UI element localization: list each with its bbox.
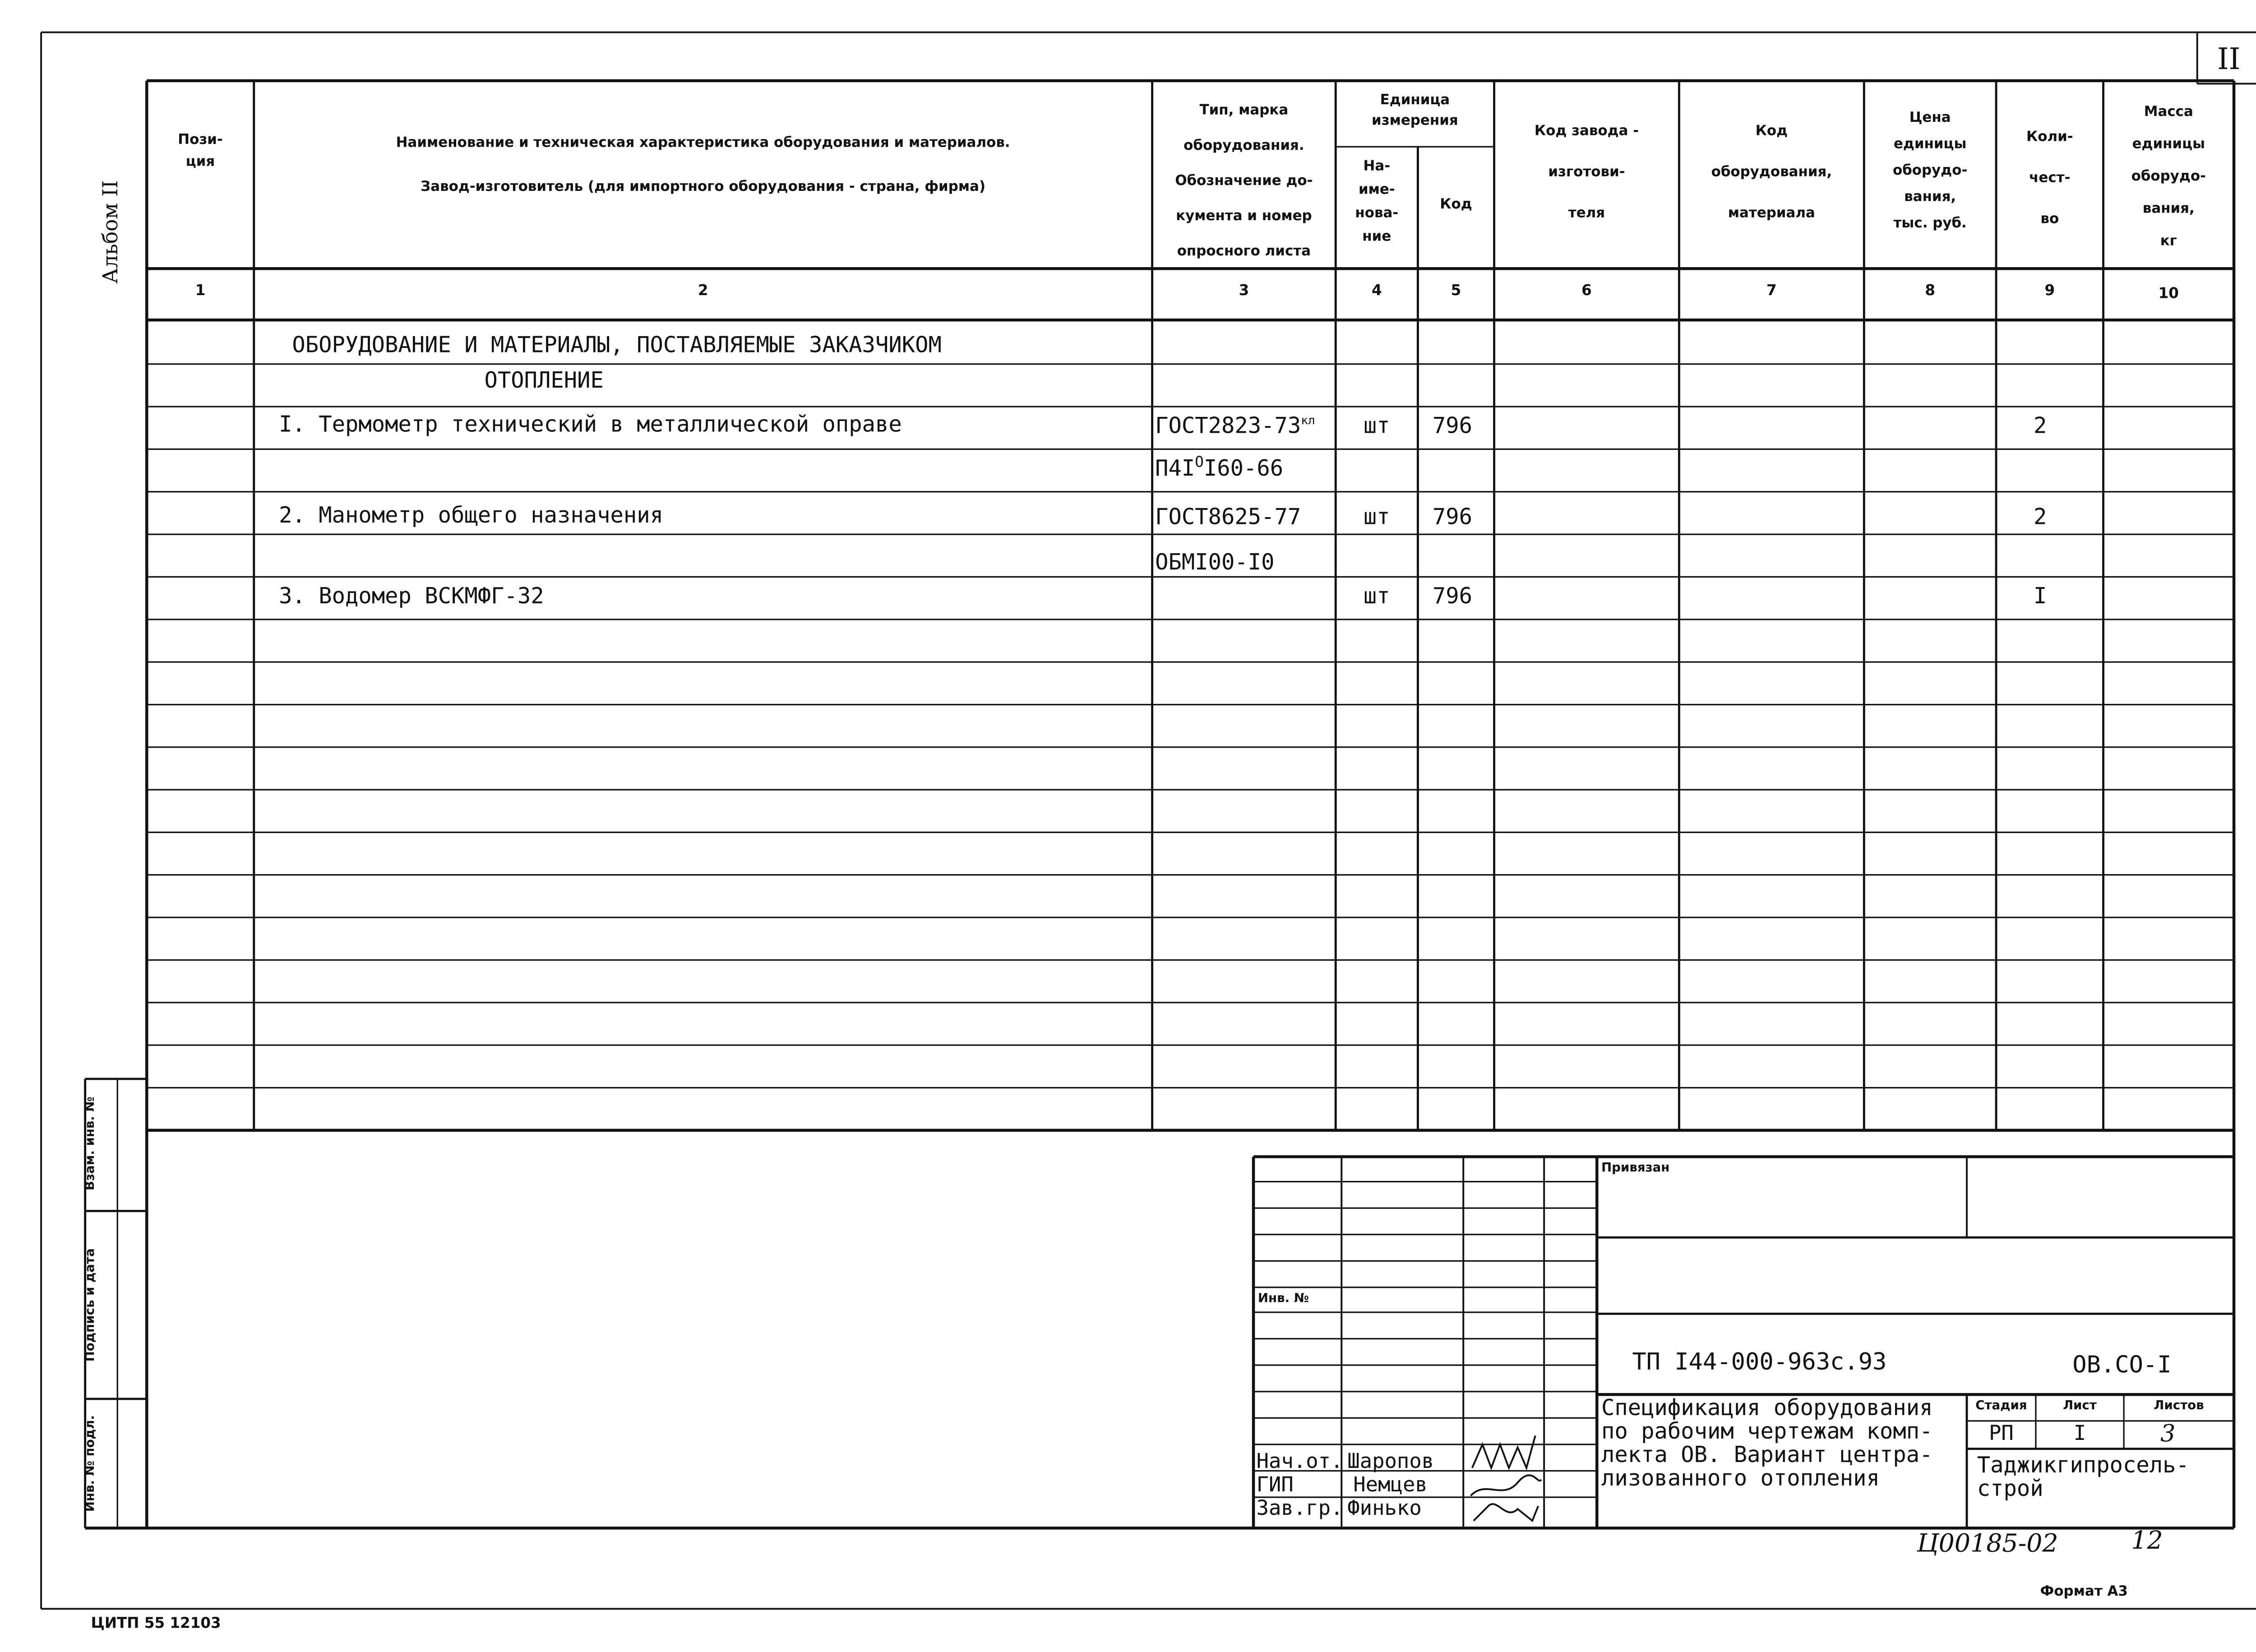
- row-2-qty: 2: [2033, 503, 2047, 530]
- header-unit: Единица измерения: [1371, 92, 1458, 130]
- side-stamp-podpis-data: Подпись и дата: [83, 1248, 98, 1362]
- handwritten-number: Ц00185-02: [1917, 1529, 2058, 1559]
- row-1b-type-text: П4I: [1155, 455, 1195, 481]
- description-line-3: лекта ОВ. Вариант центра-: [1601, 1441, 1933, 1468]
- side-stamp-vzam-inv: Взам. инв. №: [83, 1097, 98, 1191]
- row-1-unit: шт: [1363, 412, 1390, 439]
- sheet-code: ОВ.СО-I: [2072, 1350, 2172, 1379]
- inv-no-label: Инв. №: [1257, 1291, 1309, 1307]
- row-1b-type-tail: I60-66: [1203, 455, 1284, 481]
- col-number-4: 4: [1371, 283, 1382, 300]
- header-unit-name: На- име- нова- ние: [1355, 158, 1399, 245]
- row-2-type: ГОСТ8625-77: [1155, 503, 1301, 530]
- row-1-name: I. Термометр технический в металлической оправе: [279, 411, 902, 438]
- description-line-1: Спецификация оборудования: [1601, 1394, 1933, 1421]
- doc-number: ТП I44-000-963с.93: [1632, 1347, 1887, 1376]
- row-3-code: 796: [1432, 583, 1473, 609]
- sheets-label: Листов: [2154, 1399, 2204, 1414]
- sheet-label: Лист: [2063, 1399, 2097, 1414]
- stage-value: РП: [1989, 1422, 2014, 1446]
- side-stamp-inv-podl: Инв. № подл.: [83, 1415, 98, 1512]
- stage-label: Стадия: [1975, 1399, 2027, 1414]
- col-number-9: 9: [2044, 283, 2055, 300]
- signer-name-1: Шаропов: [1347, 1450, 1434, 1474]
- signer-name-3: Финько: [1347, 1497, 1422, 1521]
- col-number-6: 6: [1581, 283, 1592, 300]
- col-number-1: 1: [195, 283, 206, 300]
- header-unit-code: Код: [1440, 196, 1472, 213]
- header-equipment-code: Код оборудования, материала: [1711, 123, 1832, 222]
- handwritten-page: 12: [2131, 1527, 2163, 1556]
- signature-scribbles: [1471, 1435, 1541, 1521]
- col-number-2: 2: [698, 283, 708, 300]
- row-2-code: 796: [1432, 503, 1473, 530]
- organization-line-2: строй: [1977, 1475, 2043, 1502]
- signer-role-1: Нач.от.: [1256, 1450, 1343, 1474]
- signer-name-2: Немцев: [1353, 1474, 1428, 1498]
- section-title: ОБОРУДОВАНИЕ И МАТЕРИАЛЫ, ПОСТАВЛЯЕМЫЕ ЗАКАЗЧИКОМ: [292, 332, 942, 358]
- format-label: Формат А3: [2040, 1583, 2128, 1600]
- header-mass: Масса единицы оборудо- вания, кг: [2131, 104, 2206, 250]
- col-number-8: 8: [1925, 283, 1936, 300]
- album-label: Альбом II: [100, 180, 124, 284]
- header-name: Наименование и техническая характеристика оборудования и материалов. Завод-изготовитель (для импортного оборудования - страна, фирма): [396, 135, 1010, 195]
- row-3-name: 3. Водомер ВСКМФГ-32: [279, 583, 544, 609]
- col-number-3: 3: [1239, 283, 1249, 300]
- row-2-name: 2. Манометр общего назначения: [279, 502, 664, 529]
- header-quantity: Коли- чест- во: [2026, 129, 2073, 228]
- sheet-value: I: [2073, 1422, 2086, 1446]
- col-number-10: 10: [2158, 286, 2179, 303]
- col-number-7: 7: [1766, 283, 1777, 300]
- description-line-2: по рабочим чертежам комп-: [1601, 1418, 1933, 1444]
- row-1b-type-superscript: О: [1195, 455, 1204, 472]
- row-1-type: [1155, 412, 1315, 439]
- row-1-type-text: ГОСТ2823-73: [1155, 412, 1301, 439]
- header-type: Тип, марка оборудования. Обозначение до- кумента и номер опросного листа: [1175, 102, 1313, 260]
- signer-role-3: Зав.гр.: [1256, 1497, 1343, 1521]
- row-3-unit: шт: [1363, 583, 1390, 609]
- header-price: Цена единицы оборудо- вания, тыс. руб.: [1892, 110, 1968, 232]
- organization-line-1: Таджикгипросель-: [1977, 1452, 2189, 1478]
- row-3-qty: I: [2033, 583, 2047, 609]
- row-2-unit: шт: [1363, 503, 1390, 530]
- row-1-code: 796: [1432, 412, 1473, 439]
- print-mark: ЦИТП 55 12103: [91, 1616, 221, 1633]
- col-number-5: 5: [1451, 283, 1461, 300]
- privyazan-label: Привязан: [1601, 1161, 1670, 1176]
- corner-sheet-number: II: [2217, 41, 2241, 77]
- signer-role-2: ГИП: [1256, 1474, 1294, 1498]
- header-position: Пози- ция: [178, 132, 223, 171]
- row-1-qty: 2: [2033, 412, 2047, 439]
- subsection-title: ОТОПЛЕНИЕ: [484, 367, 604, 393]
- header-factory-code: Код завода - изготови- теля: [1534, 123, 1639, 222]
- row-2b-type: ОБМI00-I0: [1155, 549, 1275, 576]
- sheets-value: 3: [2160, 1419, 2176, 1448]
- row-1b-type: [1155, 455, 1283, 481]
- row-1-type-superscript: кл: [1301, 414, 1315, 427]
- description-line-4: лизованного отопления: [1601, 1465, 1880, 1492]
